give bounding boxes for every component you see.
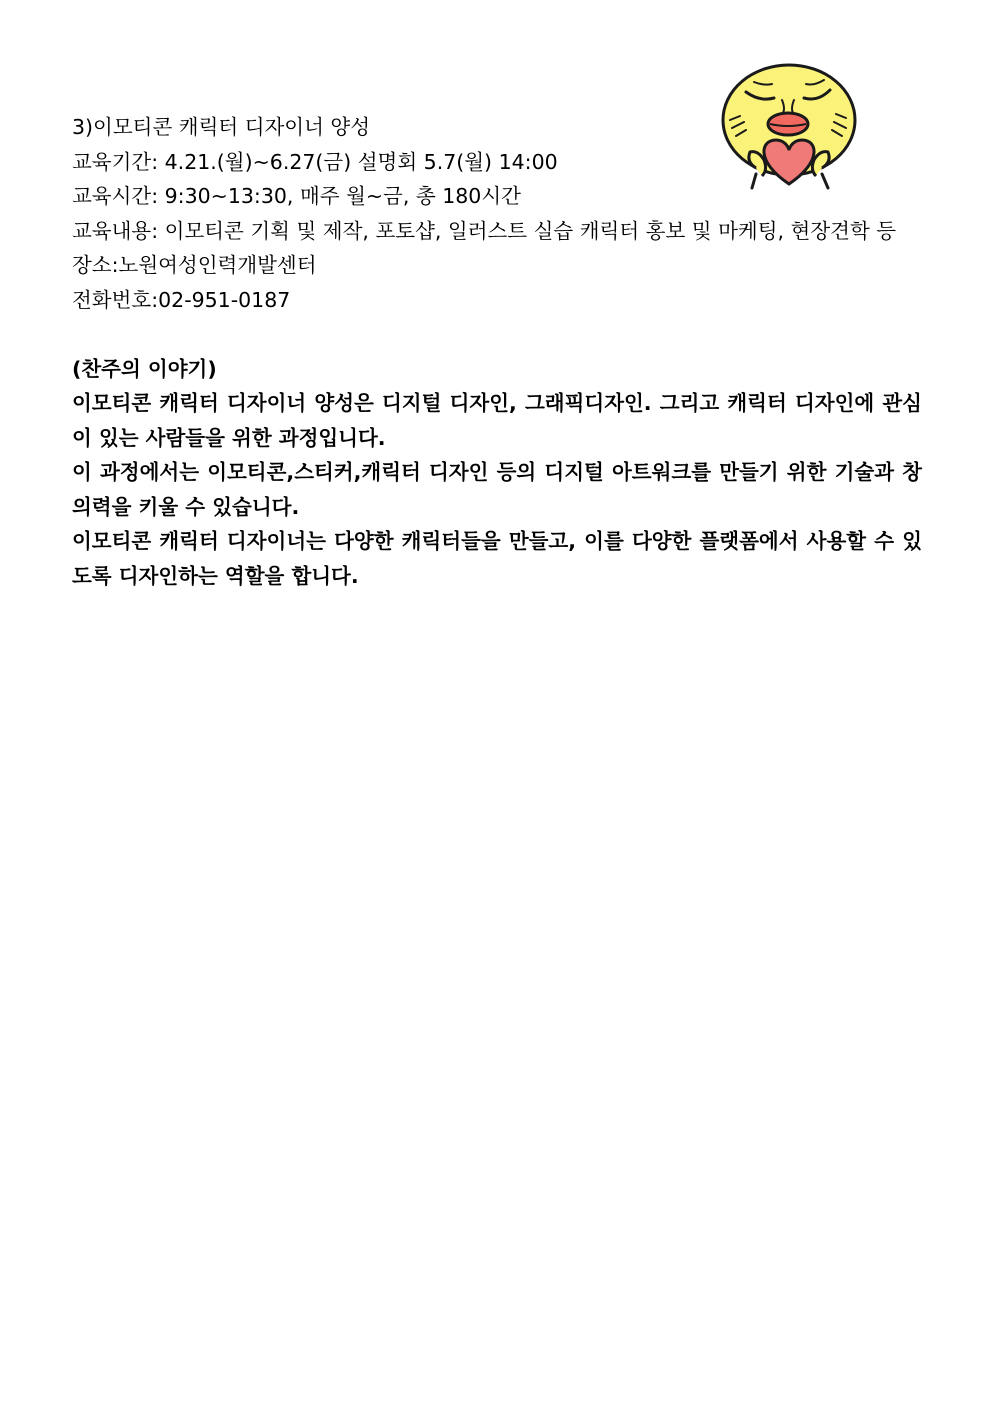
education-place: 장소:노원여성인력개발센터	[72, 253, 317, 277]
education-hours: 교육시간: 9:30~13:30, 매주 월~금, 총 180시간	[72, 184, 521, 208]
story-paragraph-2: 이 과정에서는 이모티콘,스티커,캐릭터 디자인 등의 디지털 아트워크를 만들기 위한 기술과 창의력을 키울 수 있습니다.	[72, 460, 922, 519]
paragraph-gap	[72, 317, 922, 352]
education-period: 교육기간: 4.21.(월)~6.27(금) 설명회 5.7(월) 14:00	[72, 149, 558, 174]
phone-number: 전화번호:02-951-0187	[72, 287, 291, 312]
story-heading: (찬주의 이야기)	[72, 356, 217, 381]
story-paragraph-3: 이모티콘 캐릭터 디자이너는 다양한 캐릭터들을 만들고, 이를 다양한 플랫폼에서 사용할 수 있도록 디자인하는 역할을 합니다.	[72, 529, 922, 588]
education-content: 교육내용: 이모티콘 기획 및 제작, 포토샵, 일러스트 실습 캐릭터 홍보 및 마케팅, 현장견학 등	[72, 218, 897, 243]
story-paragraph-1: 이모티콘 캐릭터 디자이너 양성은 디지털 디자인, 그래픽디자인. 그리고 캐릭터 디자인에 관심이 있는 사람들을 위한 과정입니다.	[72, 391, 922, 450]
document-body	[72, 110, 922, 593]
program-title: 3)이모티콘 캐릭터 디자이너 양성	[72, 115, 371, 139]
